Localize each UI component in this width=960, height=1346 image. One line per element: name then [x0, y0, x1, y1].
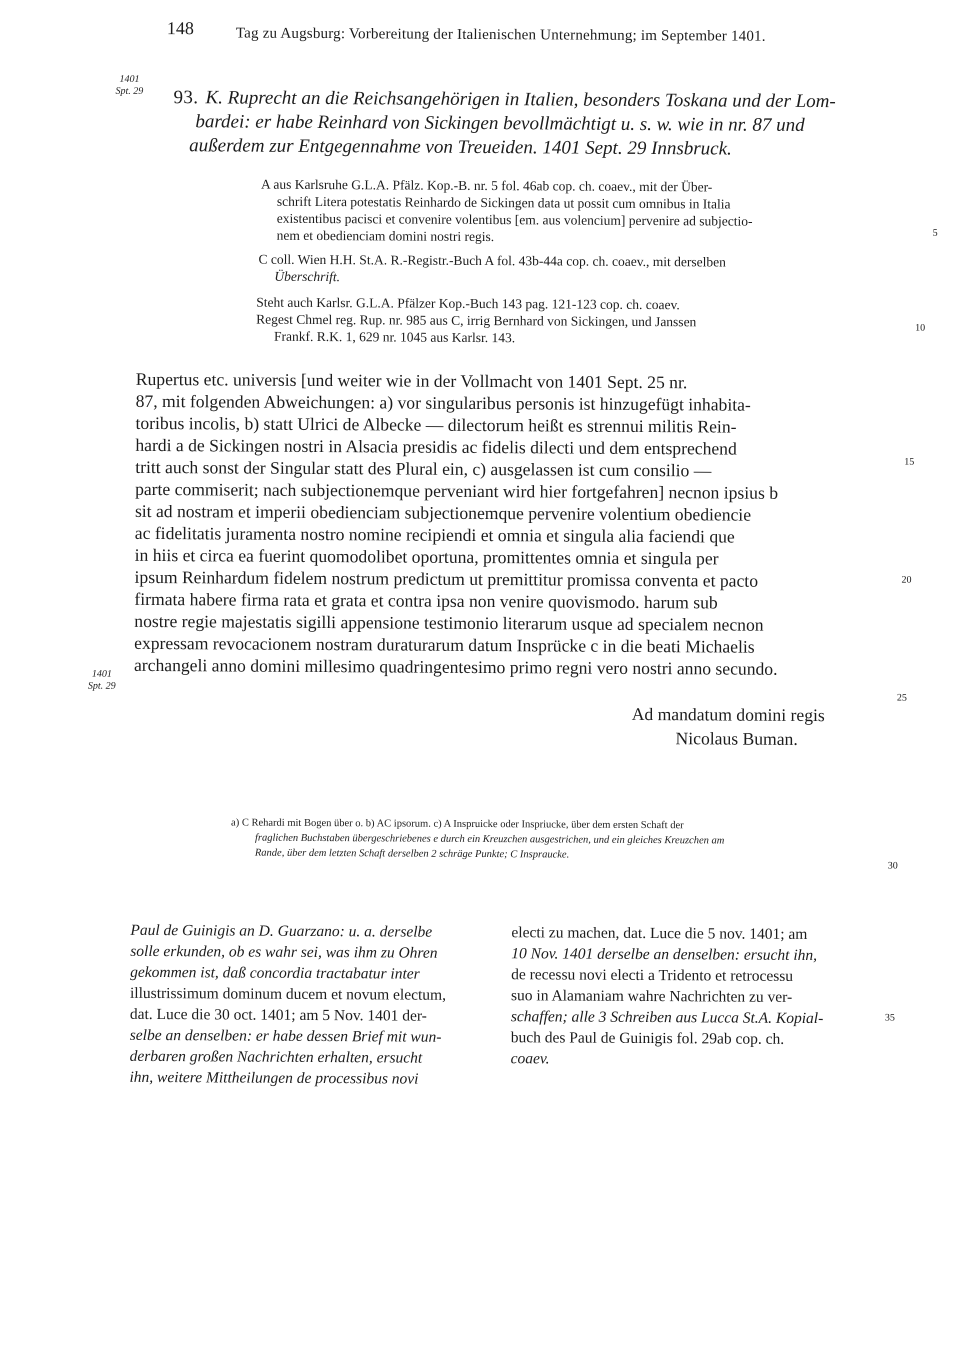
- text-line: in hiis et circa ea fuerint quomodolibet oportuna, promittentes omnia et singula per: [134, 544, 719, 569]
- text-line: ac fidelitatis juramenta nostro nomine recipiendi et omnia et singula alia faciendi que: [134, 522, 735, 547]
- column-line: schaffen; alle 3 Schreiben aus Lucca St.A. Kopial-: [510, 1008, 824, 1028]
- margin-date-year: 1401: [91, 668, 112, 680]
- column-line: suo in Alamaniam wahre Nachrichten zu ver-: [510, 987, 793, 1006]
- apparatus-line: Überschrift.: [274, 268, 341, 285]
- line-number: 5: [932, 227, 938, 239]
- source-apparatus: [247, 176, 907, 346]
- apparatus-line: schrift Litera potestatis Reinhardo de Sickingen data ut possit cum omnibus in Italia: [276, 193, 731, 212]
- margin-date: [115, 74, 143, 98]
- text-line: 87, mit folgenden Abweichungen: a) vor singularibus personis ist hinzugefügt inhabita-: [135, 390, 751, 415]
- text-line: firmata habere firma rata et grata et contra ipsa non venire quovismodo. harum sub: [134, 588, 718, 613]
- text-line: nostre regie majestatis sigilli appensione testimonio literarum usque ad specialem necnon: [134, 610, 764, 635]
- text-line: Rupertus etc. universis [und weiter wie in der Vollmacht von 1401 Sept. 25 nr.: [135, 368, 688, 393]
- line-number: 30: [887, 860, 898, 872]
- page-number: 148: [166, 18, 194, 39]
- apparatus-line: A aus Karlsruhe G.L.A. Pfälz. Kop.-B. nr. 5 fol. 46ab cop. ch. coaev., mit der Über-: [260, 176, 713, 195]
- running-title: Tag zu Augsburg: Vorbereitung der Italienischen Unternehmung; im September 1401.: [235, 25, 766, 45]
- document-text: [133, 368, 896, 749]
- regest-line: K. Ruprecht an die Reichsangehörigen in Italien, besonders Toskana und der Lom-: [205, 87, 836, 113]
- margin-date-day: Spt. 29: [115, 85, 144, 97]
- text-line: archangeli anno domini millesimo quadringentesimo primo regni vero nostri anno secundo.: [133, 654, 778, 679]
- regest-heading: [134, 86, 914, 160]
- column-line: Paul de Guinigis an D. Guarzano: u. a. derselbe: [130, 921, 433, 941]
- line-number: 10: [915, 322, 926, 334]
- regest-line: bardei: er habe Reinhard von Sickingen bevollmächtigt u. s. w. wie in nr. 87 und: [195, 111, 805, 136]
- line-number: 25: [896, 692, 907, 704]
- column-line: 10 Nov. 1401 derselbe an denselben: ersucht ihn,: [511, 945, 818, 965]
- text-line: toribus incolis, b) statt Ulrici de Albecke — dilectorum heißt es strennui militis Rein-: [135, 412, 737, 437]
- column-line: dat. Luce die 30 oct. 1401; am 5 Nov. 1401 der-: [129, 1005, 427, 1025]
- text-line: expressam revocacionem nostram duraturarum datum Insprücke c in die beati Michaelis: [134, 632, 755, 657]
- text-line: parte commiserit; nach subjectionemque perveniant wird hier fortgefahren] necnon ipsius b: [135, 478, 779, 503]
- apparatus-line: Steht auch Karlsr. G.L.A. Pfälzer Kop.-Buch 143 pag. 121-123 cop. ch. coaev.: [256, 294, 680, 313]
- apparatus-line: C coll. Wien H.H. St.A. R.-Registr.-Buch A fol. 43b-44a cop. ch. coaev., mit derselben: [258, 251, 726, 270]
- margin-date-day: Spt. 29: [87, 680, 116, 692]
- column-line: selbe an denselben: er habe dessen Brief mit wun-: [129, 1026, 442, 1046]
- text-line: ipsum Reinhardum fidelem nostrum predictum ut premittitur promissa conventa et pacto: [134, 566, 759, 591]
- column-line: ihn, weitere Mittheilungen de processibus novi: [129, 1068, 419, 1088]
- footnote-line: fraglichen Buchstaben übergeschriebenes e durch ein Kreuzchen ausgestrichen, und ein gleiches Kreuzchen am: [254, 832, 725, 847]
- subscription-line: Nicolaus Buman.: [675, 728, 798, 749]
- footnotes: [225, 816, 895, 861]
- column-line: coaev.: [510, 1050, 550, 1068]
- line-number: 20: [901, 574, 912, 586]
- line-number: 35: [884, 1012, 895, 1024]
- apparatus-line: existentibus pacisci et convenire volentibus [em. aus volencium] pervenire ad subjectio-: [276, 210, 753, 229]
- column-line: illustrissimum dominum ducem et novum electum,: [129, 984, 447, 1004]
- footnote-line: a) C Rehardi mit Bogen über o. b) AC ipsorum. c) A Inspruicke oder Inspriucke, über dem ersten Schaft der: [231, 817, 684, 832]
- footnote-line: Rande, über dem letzten Schaft derselben 2 schräge Punkte; C Inspraucke.: [254, 847, 570, 861]
- subscription-line: Ad mandatum domini regis: [631, 703, 825, 726]
- apparatus-line: Regest Chmel reg. Rup. nr. 985 aus C, irrig Bernhard von Sickingen, und Janssen: [256, 311, 697, 330]
- apparatus-line: Frankf. R.K. 1, 629 nr. 1045 aus Karlsr. 143.: [273, 328, 516, 346]
- column-line: de recessu novi electi a Tridento et retrocessu: [511, 966, 794, 985]
- margin-date-year: 1401: [119, 73, 140, 85]
- line-number: 15: [904, 456, 915, 468]
- next-entry-left-column: [129, 920, 494, 1088]
- text-line: hardi a de Sickingen nostri in Alsacia presidis ac fidelis dilecti und dem entsprechend: [135, 434, 737, 459]
- next-entry-right-column: [510, 922, 875, 1068]
- column-line: buch des Paul de Guinigis fol. 29ab cop. ch.: [510, 1029, 785, 1048]
- apparatus-line: nem et obedienciam domini nostri regis.: [276, 227, 495, 245]
- document-number: 93.: [173, 87, 199, 109]
- column-line: derbaren großen Nachrichten erhalten, ersucht: [129, 1047, 423, 1067]
- text-line: tritt auch sonst der Singular statt des Plural ein, c) ausgelassen ist cum consilio —: [135, 456, 712, 481]
- column-line: gekommen ist, daß concordia tractabatur inter: [130, 963, 420, 983]
- regest-line: außerdem zur Entgegennahme von Treueiden. 1401 Sept. 29 Innsbruck.: [189, 135, 732, 160]
- column-line: electi zu machen, dat. Luce die 5 nov. 1401; am: [511, 924, 808, 944]
- text-line: sit ad nostram et imperii obedienciam subjectionemque pervenire volentium obediencie: [134, 500, 752, 525]
- column-line: solle erkunden, ob es wahr sei, was ihm zu Ohren: [130, 942, 438, 962]
- margin-date: [88, 669, 116, 693]
